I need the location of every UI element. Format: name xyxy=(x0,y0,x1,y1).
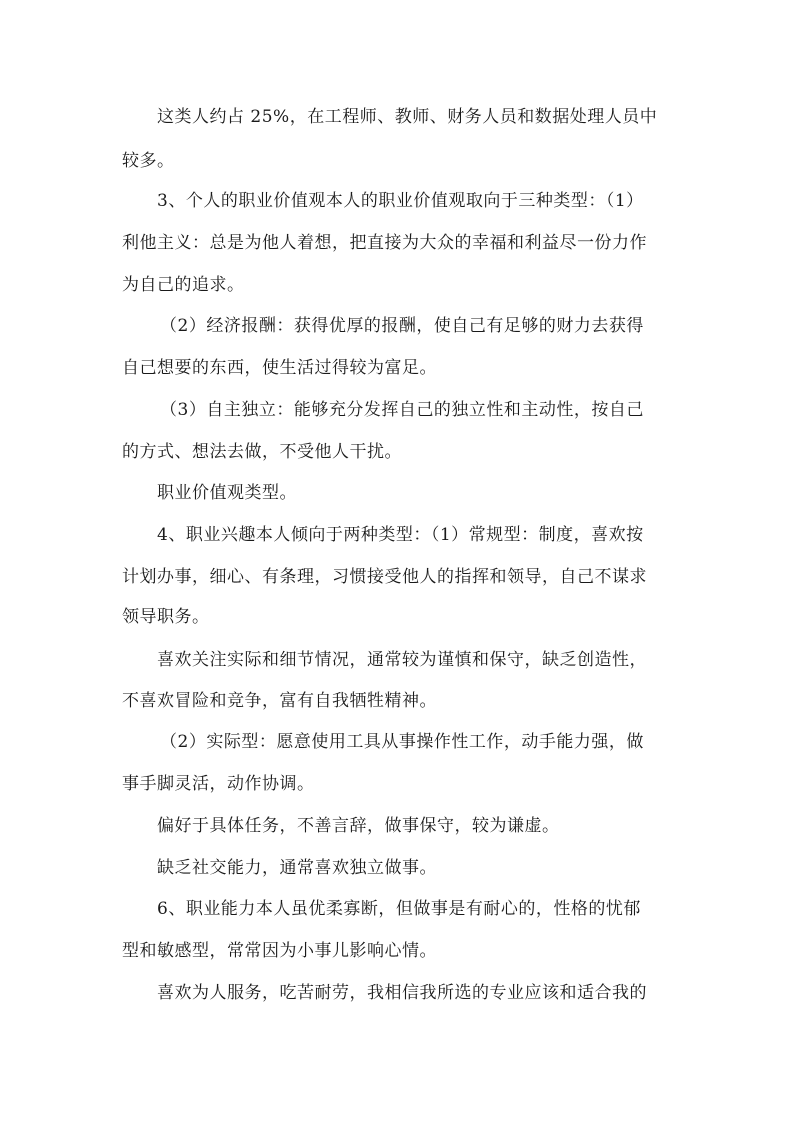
text-line: 4、职业兴趣本人倾向于两种类型：（1）常规型：制度，喜欢按 xyxy=(157,525,644,545)
text-line: 这类人约占 25%，在工程师、教师、财务人员和数据处理人员中 xyxy=(157,107,658,127)
text-line: 较多。 xyxy=(122,151,175,171)
text-line: 职业价值观类型。 xyxy=(157,483,297,503)
text-line: 计划办事，细心、有条理，习惯接受他人的指挥和领导，自己不谋求 xyxy=(122,567,647,587)
text-line: 利他主义：总是为他人着想，把直接为大众的幸福和利益尽一份力作 xyxy=(122,233,647,253)
text-line: 领导职务。 xyxy=(122,607,210,627)
text-line: （3）自主独立：能够充分发挥自己的独立性和主动性，按自己 xyxy=(160,400,644,420)
text-line: 3、个人的职业价值观本人的职业价值观取向于三种类型：（1） xyxy=(157,191,644,211)
text-line: 型和敏感型，常常因为小事儿影响心情。 xyxy=(122,941,437,961)
text-line: 不喜欢冒险和竞争，富有自我牺牲精神。 xyxy=(122,691,437,711)
text-line: 偏好于具体任务，不善言辞，做事保守，较为谦虚。 xyxy=(157,816,560,836)
text-line: 自己想要的东西，使生活过得较为富足。 xyxy=(122,358,437,378)
text-line: 事手脚灵活，动作协调。 xyxy=(122,774,315,794)
text-line: 为自己的追求。 xyxy=(122,275,245,295)
text-line: 缺乏社交能力，通常喜欢独立做事。 xyxy=(157,858,437,878)
text-line: 6、职业能力本人虽优柔寡断，但做事是有耐心的，性格的忧郁 xyxy=(157,899,641,919)
text-line: （2）实际型：愿意使用工具从事操作性工作，动手能力强，做 xyxy=(160,732,644,752)
text-line: 的方式、想法去做，不受他人干扰。 xyxy=(122,442,402,462)
text-line: （2）经济报酬：获得优厚的报酬，使自己有足够的财力去获得 xyxy=(160,316,644,336)
text-line: 喜欢关注实际和细节情况，通常较为谨慎和保守，缺乏创造性， xyxy=(157,650,647,670)
text-line: 喜欢为人服务，吃苦耐劳，我相信我所选的专业应该和适合我的 xyxy=(157,983,647,1003)
